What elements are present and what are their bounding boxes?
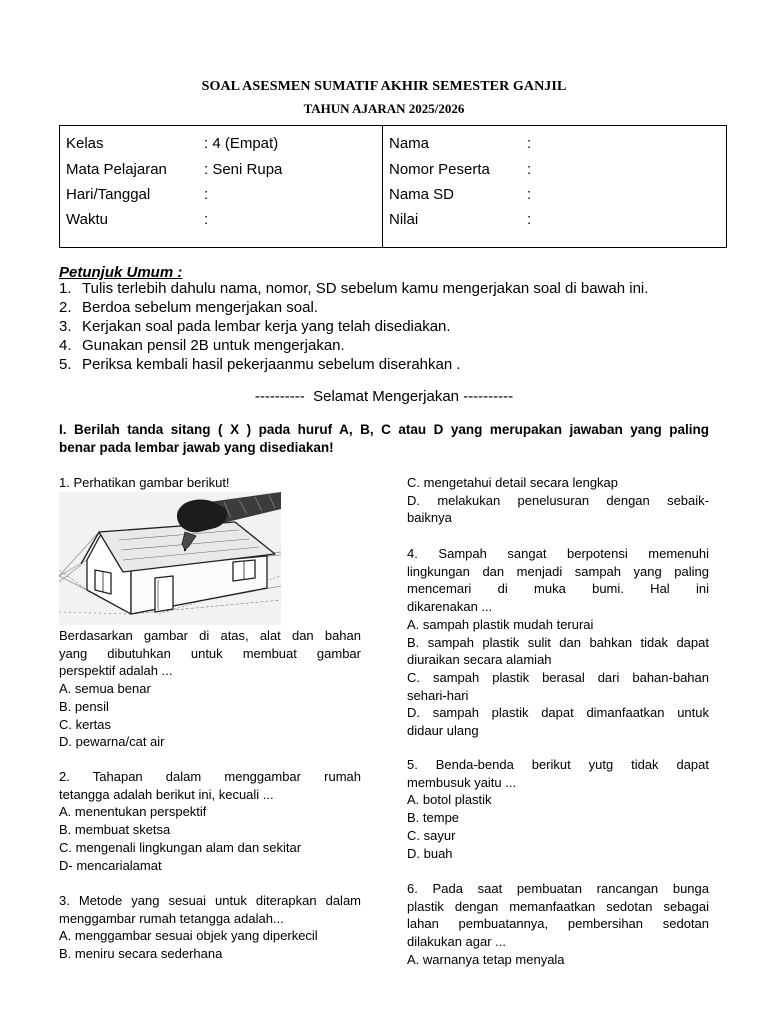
question-stem-line: menggambar rumah tetangga adalah...	[59, 910, 284, 926]
answer-option-a: A. menggambar sesuai objek yang diperkecil	[59, 928, 318, 944]
answer-option-c: C. sampah plastik berasal dari bahan-bahan	[407, 669, 709, 685]
question-3	[59, 892, 361, 963]
identity-value-hari-tanggal: :	[204, 186, 209, 203]
answer-option-c: C. kertas	[59, 716, 112, 732]
answer-option-b: B. membuat sketsa	[59, 822, 171, 838]
answer-option-d: D- mencarialamat	[59, 857, 162, 873]
answer-option-d-continued: baiknya	[407, 510, 452, 526]
identity-label-nama: Nama	[389, 135, 430, 152]
question-5	[407, 756, 709, 862]
question-stem-line: 4. Sampah sangat berpotensi memenuhi	[407, 546, 709, 561]
answer-option-d-continued: didaur ulang	[407, 723, 479, 739]
answer-option-b: B. pensil	[59, 698, 109, 714]
identity-label-kelas: Kelas	[66, 135, 104, 152]
question-1-prompt	[59, 474, 361, 492]
identity-label-mapel: Mata Pelajaran	[66, 161, 167, 178]
instruction-number: 2.	[59, 299, 72, 316]
question-stem-line: yang dibutuhkan untuk membuat gambar	[59, 645, 361, 661]
instructions-heading: Petunjuk Umum :	[59, 264, 183, 281]
identity-label-waktu: Waktu	[66, 211, 108, 228]
answer-option-b: B. sampah plastik sulit dan bahkan tidak dapat	[407, 634, 709, 650]
question-stem-line: mencemari di muka bumi. Hal ini	[407, 581, 709, 597]
school-year: TAHUN AJARAN 2025/2026	[303, 101, 465, 116]
house-perspective-image	[59, 492, 281, 625]
instruction-text: Tulis terlebih dahulu nama, nomor, SD sebelum kamu mengerjakan soal di bawah ini.	[82, 280, 649, 297]
question-stem-line: dilakukan agar ...	[407, 934, 507, 950]
instruction-text: Kerjakan soal pada lembar kerja yang telah disediakan.	[82, 318, 451, 335]
question-stem-line: membusuk yaitu ...	[407, 774, 517, 790]
answer-option-a: A. botol plastik	[407, 792, 492, 808]
identity-value-nama-sd: :	[527, 186, 532, 203]
question-6	[407, 880, 709, 969]
instruction-text: Berdoa sebelum mengerjakan soal.	[82, 299, 318, 316]
identity-value-mapel: : Seni Rupa	[204, 161, 283, 178]
answer-option-d: D. sampah plastik dapat dimanfaatkan untuk	[407, 705, 709, 721]
identity-label-nama-sd: Nama SD	[389, 186, 455, 203]
section-1-instruction	[59, 421, 709, 457]
question-stem-line: lingkungan dan menjadi sampah yang paling	[407, 563, 709, 579]
instruction-number: 1.	[59, 280, 72, 297]
identity-value-waktu: :	[204, 211, 209, 228]
question-stem-line: 6. Pada saat pembuatan rancangan bunga	[407, 881, 709, 896]
instruction-text: Periksa kembali hasil pekerjaanmu sebelum diserahkan .	[82, 356, 461, 373]
section-1-line: I. Berilah tanda sitang ( X ) pada huruf A, B, C atau D yang merupakan jawaban yang paling	[59, 422, 709, 437]
instruction-text: Gunakan pensil 2B untuk mengerjakan.	[82, 337, 345, 354]
question-stem-line: lahan pembuatannya, pembersihan sedotan	[407, 916, 709, 932]
question-3-continued	[407, 474, 709, 527]
identity-label-nomor-peserta: Nomor Peserta	[389, 161, 490, 178]
instruction-number: 5.	[59, 356, 72, 373]
question-stem-line: perspektif adalah ...	[59, 663, 173, 679]
answer-option-a: A. menentukan perspektif	[59, 804, 207, 820]
question-2	[59, 768, 361, 874]
identity-table-divider	[382, 125, 383, 248]
answer-option-c: C. mengenali lingkungan alam dan sekitar	[59, 839, 302, 855]
answer-option-d: D. pewarna/cat air	[59, 734, 165, 750]
identity-label-hari-tanggal: Hari/Tanggal	[66, 186, 151, 203]
question-1-prompt-text: 1. Perhatikan gambar berikut!	[59, 475, 230, 490]
answer-option-a: A. semua benar	[59, 681, 151, 697]
answer-option-a: A. sampah plastik mudah terurai	[407, 616, 594, 632]
answer-option-a: A. warnanya tetap menyala	[407, 951, 565, 967]
answer-option-c: C. mengetahui detail secara lengkap	[407, 475, 619, 490]
question-stem-line: plastik dengan memanfaatkan sedotan sebagai	[407, 898, 709, 914]
answer-option-c: C. sayur	[407, 827, 456, 843]
answer-option-b: B. meniru secara sederhana	[59, 946, 223, 962]
answer-option-b: B. tempe	[407, 810, 460, 826]
section-1-line: benar pada lembar jawab yang disediakan!	[59, 440, 334, 455]
instruction-number: 4.	[59, 337, 72, 354]
question-stem-line: Berdasarkan gambar di atas, alat dan bahan	[59, 628, 361, 643]
answer-option-d: D. buah	[407, 845, 453, 861]
greeting-line: ---------- Selamat Mengerjakan ----------	[254, 388, 514, 405]
identity-value-nama: :	[527, 135, 532, 152]
identity-value-nomor-peserta: :	[527, 161, 532, 178]
question-stem-line: 5. Benda-benda berikut yutg tidak dapat	[407, 757, 709, 772]
exam-title: SOAL ASESMEN SUMATIF AKHIR SEMESTER GANJIL	[201, 79, 567, 94]
identity-value-nilai: :	[527, 211, 532, 228]
question-1	[59, 627, 361, 751]
answer-option-d: D. melakukan penelusuran dengan sebaik-	[407, 492, 709, 508]
question-stem-line: dikarenakan ...	[407, 599, 493, 615]
question-stem-line: tetangga adalah berikut ini, kecuali ...	[59, 786, 274, 802]
identity-label-nilai: Nilai	[389, 211, 419, 228]
answer-option-c-continued: sehari-hari	[407, 687, 469, 703]
identity-value-kelas: : 4 (Empat)	[204, 135, 279, 152]
instruction-number: 3.	[59, 318, 72, 335]
answer-option-b-continued: diuraikan secara alamiah	[407, 652, 552, 668]
question-stem-line: 3. Metode yang sesuai untuk diterapkan dalam	[59, 893, 361, 908]
question-stem-line: 2. Tahapan dalam menggambar rumah	[59, 769, 361, 784]
question-4	[407, 545, 709, 740]
